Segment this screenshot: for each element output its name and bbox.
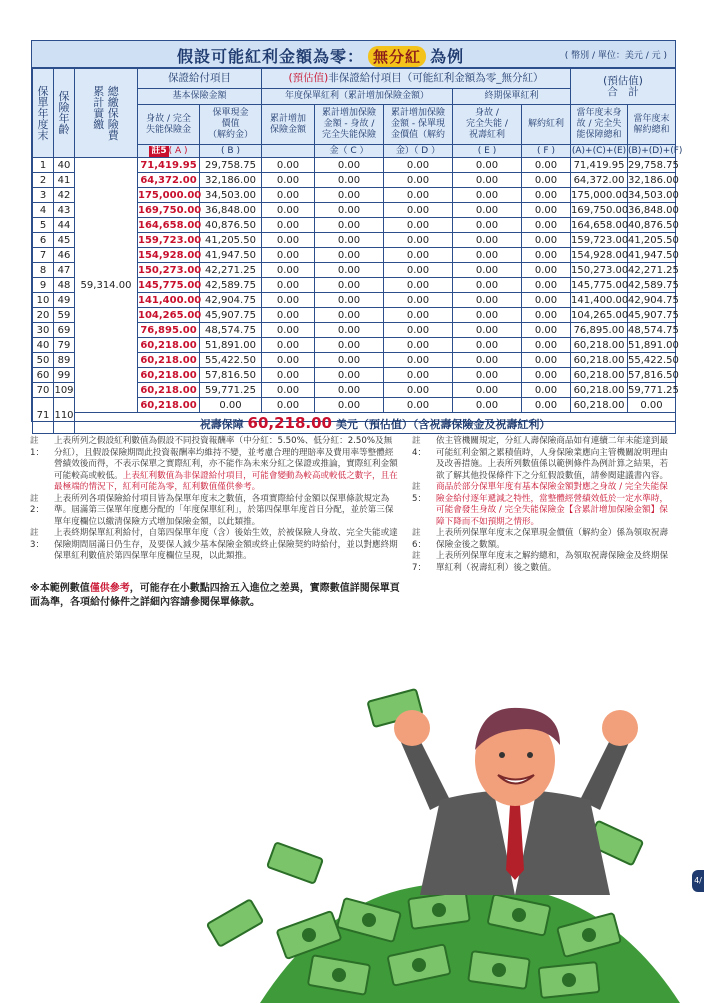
footnote-body	[54, 528, 398, 563]
row-d: 0.00	[384, 278, 453, 293]
row-inc: 0.00	[262, 218, 315, 233]
row-ace: 141,400.00	[571, 294, 629, 306]
row-d: 0.00	[384, 188, 453, 203]
header-non-guaranteed-est: (預估值)	[288, 72, 329, 84]
row-a: 60,218.00	[138, 398, 200, 413]
row-a: 145,775.00	[138, 279, 202, 291]
row-ace: 159,723.00	[571, 234, 629, 246]
row-a: 175,000.00	[138, 189, 202, 201]
row-inc: 0.00	[262, 248, 315, 263]
row-age: 69	[54, 323, 75, 338]
death-benefit-cell	[75, 413, 676, 434]
badge-char-2: 分	[389, 48, 406, 66]
footnote-label: 註 1：	[30, 436, 45, 458]
row-c: 0.00	[315, 263, 384, 278]
notes-left	[30, 436, 400, 563]
row-c: 0.00	[315, 218, 384, 233]
row-d: 0.00	[384, 398, 453, 413]
row-a: 60,218.00	[138, 368, 200, 383]
row-inc: 0.00	[262, 308, 315, 323]
footnote-body	[436, 482, 672, 528]
row-b: 0.00	[200, 398, 262, 413]
header-total-est: (預估值)	[603, 74, 643, 87]
row-f: 0.00	[522, 353, 571, 368]
row-age: 109	[54, 384, 74, 396]
row-d: 0.00	[384, 368, 453, 383]
row-inc: 0.00	[262, 353, 315, 368]
row-a: 60,218.00	[138, 383, 200, 398]
row-ace: 169,750.00	[571, 204, 629, 216]
header-total-label: 合 計	[607, 85, 639, 98]
row-bdf: 42,271.25	[628, 264, 679, 276]
footnote-body	[54, 436, 398, 494]
businessman-icon	[394, 708, 638, 895]
header-inc-amount: 累計增加 保險金額	[262, 105, 315, 145]
col-header-year: 保 單 年 度 末	[33, 69, 54, 158]
row-inc: 0.00	[262, 188, 315, 203]
header-a: 身故 / 完全 失能保險金	[138, 105, 200, 145]
row-b: 59,771.25	[200, 383, 262, 398]
row-e: 0.00	[453, 368, 522, 383]
row-inc: 0.00	[262, 278, 315, 293]
row-c: 0.00	[315, 158, 384, 173]
row-b: 32,186.00	[200, 173, 262, 188]
row-d: 0.00	[384, 353, 453, 368]
footnote	[30, 494, 400, 529]
footnote-label: 註 5：	[412, 482, 427, 504]
header-non-guaranteed	[262, 69, 571, 89]
row-f: 0.00	[522, 248, 571, 263]
row-bdf: 34,503.00	[628, 189, 679, 201]
row-f: 0.00	[522, 203, 571, 218]
footnote-label: 註 7：	[412, 551, 427, 573]
footnote-red-text: 商品於部分保單年度有基本保險金額對應之身故 / 完全失能保險金給付逐年遞減之特性，當整體經營績效低於一定水準時，可能會發生身故 / 完全失能保險金【含累計增加保險金額】保障下降而不如預期之情形。	[436, 482, 669, 527]
row-inc: 0.00	[262, 263, 315, 278]
row-inc: 0.00	[262, 158, 315, 173]
footnote	[412, 528, 674, 551]
page-title	[177, 44, 464, 67]
death-benefit-label: 祝壽保障	[199, 418, 244, 431]
row-c: 0.00	[315, 338, 384, 353]
row-year: 3	[33, 188, 54, 203]
row-inc: 0.00	[262, 293, 315, 308]
footnote-body	[436, 551, 672, 574]
row-d: 0.00	[384, 338, 453, 353]
row-f: 0.00	[522, 383, 571, 398]
row-inc: 0.00	[262, 398, 315, 413]
row-age: 49	[54, 293, 75, 308]
row-a: 60,218.00	[138, 338, 200, 353]
footnote-text: 上表所列保單年度末之解約總和，為領取祝壽保險金及終期保單紅利（祝壽紅利）後之數值。	[436, 551, 669, 573]
row-bdf: 57,816.50	[628, 369, 679, 381]
row-d: 0.00	[384, 218, 453, 233]
footnote	[30, 436, 400, 494]
death-benefit-value: 60,218.00	[247, 414, 332, 432]
footnote-label: 註 3：	[30, 528, 45, 550]
footnote-red-text: 上表紅利數值為非保證給付項目，可能會變動為較高或較低之數字，且在最極端的情況下，紅利可能為零，紅利數值僅供參考。	[54, 470, 398, 492]
row-b: 55,422.50	[200, 353, 262, 368]
row-age: 99	[54, 368, 75, 383]
row-age: 41	[54, 173, 75, 188]
row-e: 0.00	[453, 188, 522, 203]
row-bdf: 0.00	[628, 398, 676, 413]
header-d: 累計增加保險 金額 - 保單現 金價值（解約	[384, 105, 453, 145]
row-a: 76,895.00	[138, 323, 200, 338]
footnote-text: 上表終期保單紅利給付，自第四保單年度（含）後始生效，於被保險人身故、完全失能或達保險期間屆滿日仍生存，及要保人減少基本保險金額或終止保險契約時給付，並以對應終期保單紅利數值於第四保單年度欄位呈現，以此類推。	[54, 528, 398, 561]
header-terminal-dividend: 終期保單紅利	[453, 89, 571, 105]
row-c: 0.00	[315, 248, 384, 263]
row-a: 164,658.00	[138, 219, 202, 231]
col-header-age: 保 險 年 齡	[54, 69, 75, 158]
page-tab[interactable]: 4/	[692, 870, 704, 892]
header-bdf: 當年度末 解約總和	[628, 105, 676, 145]
premium-total: 59,314.00	[75, 158, 138, 413]
row-ace: 71,419.95	[571, 158, 628, 173]
header-guaranteed: 保證給付項目	[138, 69, 262, 89]
row-f: 0.00	[522, 263, 571, 278]
dividend-table	[32, 68, 683, 434]
money-pile-illustration	[200, 680, 704, 1003]
row-c: 0.00	[315, 203, 384, 218]
table-body	[33, 158, 679, 434]
row-a: 60,218.00	[138, 353, 200, 368]
row-age: 42	[54, 188, 75, 203]
row-year: 4	[33, 203, 54, 218]
row-year: 20	[33, 308, 54, 323]
row-d: 0.00	[384, 248, 453, 263]
row-year: 5	[33, 218, 54, 233]
header-f-tag: ( F )	[522, 145, 571, 158]
row-d: 0.00	[384, 383, 453, 398]
row-bdf: 59,771.25	[628, 384, 679, 396]
note5-badge: 註5	[151, 145, 167, 156]
footnote-label: 註 2：	[30, 493, 45, 515]
header-basic-amount: 基本保險金額	[138, 89, 262, 105]
row-ace: 76,895.00	[571, 323, 628, 338]
row-b: 42,271.25	[200, 263, 262, 278]
footnote-body	[436, 436, 672, 482]
row-ace: 64,372.00	[571, 173, 628, 188]
header-c-tag: 金（ C ）	[315, 145, 384, 158]
row-c: 0.00	[315, 353, 384, 368]
header-annual-dividend: 年度保單紅利（累計增加保險金額）	[262, 89, 453, 105]
footnote	[30, 528, 400, 563]
warning-pre: ※本範例數值	[30, 583, 90, 594]
row-year: 2	[33, 173, 54, 188]
row-d: 0.00	[384, 203, 453, 218]
row-f: 0.00	[522, 308, 571, 323]
row-bdf: 29,758.75	[628, 159, 679, 171]
row-d: 0.00	[384, 323, 453, 338]
row-age: 89	[54, 353, 75, 368]
row-d: 0.00	[384, 158, 453, 173]
row-ace: 104,265.00	[571, 309, 629, 321]
death-benefit-row	[33, 413, 676, 434]
row-b: 36,848.00	[200, 203, 262, 218]
row-bdf: 51,891.00	[628, 339, 679, 351]
footnote-body	[436, 528, 672, 551]
row-bdf: 36,848.00	[628, 204, 679, 216]
title-bar	[32, 41, 675, 68]
row-f: 0.00	[522, 173, 571, 188]
row-a: 104,265.00	[138, 309, 202, 321]
currency-unit: ( 幣別 / 單位：美元 / 元 )	[564, 51, 667, 61]
footnote-label: 註 4：	[412, 436, 427, 458]
row-b: 41,205.50	[200, 233, 262, 248]
row-b: 41,947.50	[200, 248, 262, 263]
row-ace: 60,218.00	[571, 383, 628, 398]
row-b: 42,904.75	[200, 293, 262, 308]
notes-right	[412, 436, 674, 574]
header-total	[571, 69, 676, 105]
header-c: 累計增加保險 金額 - 身故 / 完全失能保險	[315, 105, 384, 145]
row-d: 0.00	[384, 263, 453, 278]
footnote	[412, 551, 674, 574]
row-f: 0.00	[522, 218, 571, 233]
row-bdf: 42,589.75	[628, 279, 679, 291]
row-year: 30	[33, 323, 54, 338]
row-bdf: 41,947.50	[628, 249, 679, 261]
row-year: 6	[33, 233, 54, 248]
title-badge-no-dividend	[368, 46, 426, 67]
row-b: 57,816.50	[200, 368, 262, 383]
footnote	[412, 436, 674, 482]
row-e: 0.00	[453, 218, 522, 233]
row-ace: 60,218.00	[571, 398, 628, 413]
row-e: 0.00	[453, 173, 522, 188]
row-c: 0.00	[315, 278, 384, 293]
row-c: 0.00	[315, 308, 384, 323]
row-year: 8	[33, 263, 54, 278]
death-benefit-suffix: 美元（預估值）（含祝壽保險金及祝壽紅利）	[335, 418, 551, 431]
row-e: 0.00	[453, 293, 522, 308]
footnote-text: 上表所列之假設紅利數值為假設不同投資報酬率（中分紅：5.50%、低分紅：2.50%及無分紅），且假設保險期間此投資報酬率均維持不變，並考慮合理的理賠率及費用率等整體經營績效後而得，不表示保單之實際紅利，亦不能作為未來分紅之保證或推論，實際紅利金額可能較高或較低。	[54, 436, 398, 481]
row-inc: 0.00	[262, 233, 315, 248]
row-a: 64,372.00	[138, 173, 200, 188]
row-c: 0.00	[315, 323, 384, 338]
row-d: 0.00	[384, 173, 453, 188]
illustration-table-frame	[31, 40, 683, 432]
row-f: 0.00	[522, 293, 571, 308]
row-f: 0.00	[522, 158, 571, 173]
title-prefix: 假設可能紅利金額為零：	[177, 47, 365, 66]
row-c: 0.00	[315, 188, 384, 203]
row-year: 1	[33, 158, 54, 173]
row-e: 0.00	[453, 338, 522, 353]
row-d: 0.00	[384, 233, 453, 248]
row-c: 0.00	[315, 233, 384, 248]
row-e: 0.00	[453, 233, 522, 248]
row-year: 60	[33, 368, 54, 383]
warning-highlight: 僅供參考	[89, 583, 130, 594]
warning-text	[30, 582, 400, 610]
row-age: 46	[54, 248, 75, 263]
row-inc: 0.00	[262, 383, 315, 398]
header-inc-tag	[262, 145, 315, 158]
row-d: 0.00	[384, 293, 453, 308]
row-b: 51,891.00	[200, 338, 262, 353]
row-age: 48	[54, 278, 75, 293]
row-inc: 0.00	[262, 368, 315, 383]
footnote-label: 註 6：	[412, 528, 427, 550]
row-c: 0.00	[315, 398, 384, 413]
row-a: 141,400.00	[138, 294, 202, 306]
header-e: 身故 / 完全失能 / 祝壽紅利	[453, 105, 522, 145]
row-f: 0.00	[522, 338, 571, 353]
row-f: 0.00	[522, 188, 571, 203]
row-inc: 0.00	[262, 203, 315, 218]
row-year: 7	[33, 248, 54, 263]
row-ace: 175,000.00	[571, 189, 629, 201]
row-ace: 145,775.00	[571, 279, 629, 291]
row-a: 169,750.00	[138, 204, 202, 216]
row-ace: 60,218.00	[571, 368, 628, 383]
row-a: 154,928.00	[138, 249, 202, 261]
row-age: 45	[54, 233, 75, 248]
row-inc: 0.00	[262, 173, 315, 188]
row-bdf: 41,205.50	[628, 234, 679, 246]
row-b: 48,574.75	[200, 323, 262, 338]
row-f: 0.00	[522, 233, 571, 248]
row-bdf: 48,574.75	[628, 324, 679, 336]
row-e: 0.00	[453, 278, 522, 293]
row-age: 59	[54, 308, 75, 323]
row-year: 9	[33, 278, 54, 293]
row-c: 0.00	[315, 368, 384, 383]
badge-char-1: 無	[373, 48, 390, 66]
row-bdf: 40,876.50	[628, 219, 679, 231]
row-age: 47	[54, 263, 75, 278]
title-suffix: 為例	[430, 47, 465, 66]
row-e: 0.00	[453, 323, 522, 338]
row-age: 43	[54, 203, 75, 218]
row-c: 0.00	[315, 173, 384, 188]
row-e: 0.00	[453, 383, 522, 398]
warning-post: ，可能存在小數點四捨五入進位之差異，實際數值詳閱保單頁面為準，各項給付條件之詳細內容請參閱保單條款。	[30, 583, 400, 608]
header-d-tag: 金）（ D ）	[384, 145, 453, 158]
header-a-tag	[138, 145, 200, 158]
row-e: 0.00	[453, 158, 522, 173]
row-bdf: 42,904.75	[628, 294, 679, 306]
table-row	[33, 158, 676, 173]
header-non-guaranteed-text: 非保證給付項目（可能紅利金額為零_無分紅）	[328, 72, 544, 84]
footnote-text: 依主管機關規定，分紅人壽保險商品如有連續二年未能達到最可能紅利金額之累積值時，人身保險業應向主管機關說明理由及改善措施。上表所列數值係以範例條件為例計算之結果，若欲了解其他投保條件下之分紅假設數值，請參閱建議書內容。	[436, 436, 669, 481]
row-year: 40	[33, 338, 54, 353]
header-ace: 當年度末身 故 / 完全失 能保障總和	[571, 105, 628, 145]
row-e: 0.00	[453, 203, 522, 218]
row-year: 70	[33, 383, 54, 398]
row-age: 79	[54, 338, 75, 353]
footnote-text: 上表所列各項保險給付項目皆為保單年度末之數值，各項實際給付金額以保單條款規定為準。屆滿第三保單年度應分配的「年度保單紅利」，於第四保單年度首日分配，並於第三保單年度欄位以繳清保險方式增加保險金額，以此類推。	[54, 493, 394, 527]
row-e: 0.00	[453, 398, 522, 413]
row-c: 0.00	[315, 293, 384, 308]
row-ace: 60,218.00	[571, 353, 628, 368]
row-a: 159,723.00	[138, 234, 202, 246]
row-ace: 60,218.00	[571, 338, 628, 353]
a-tag: ( A )	[168, 145, 188, 156]
row-age: 44	[54, 218, 75, 233]
row-year: 50	[33, 353, 54, 368]
row-d: 0.00	[384, 308, 453, 323]
header-b: 保單現金 價值 （解約金）	[200, 105, 262, 145]
row-a: 71,419.95	[138, 158, 200, 173]
row-f: 0.00	[522, 323, 571, 338]
header-b-tag: ( B )	[200, 145, 262, 158]
row-e: 0.00	[453, 263, 522, 278]
row-e: 0.00	[453, 353, 522, 368]
footnote-body	[54, 494, 398, 529]
header-ace-tag: (A)+(C)+(E)	[571, 145, 627, 156]
row-b: 42,589.75	[200, 278, 262, 293]
row-inc: 0.00	[262, 338, 315, 353]
row-e: 0.00	[453, 308, 522, 323]
header-bdf-tag: (B)+(D)+(F)	[628, 145, 683, 156]
footnote-text: 上表所列保單年度末之保單現金價值（解約金）係為領取祝壽保險金後之數額。	[436, 528, 669, 550]
row-year: 71	[33, 398, 54, 434]
row-age: 110	[54, 398, 75, 434]
row-e: 0.00	[453, 248, 522, 263]
row-bdf: 45,907.75	[628, 309, 679, 321]
footnote	[412, 482, 674, 528]
header-f: 解約紅利	[522, 105, 571, 145]
row-bdf: 32,186.00	[628, 174, 679, 186]
row-ace: 154,928.00	[571, 249, 629, 261]
row-a: 150,273.00	[138, 264, 202, 276]
row-b: 29,758.75	[200, 158, 262, 173]
row-c: 0.00	[315, 383, 384, 398]
row-ace: 164,658.00	[571, 219, 629, 231]
badge-char-3: 紅	[405, 48, 422, 66]
row-b: 34,503.00	[200, 188, 262, 203]
row-year: 10	[33, 293, 54, 308]
row-b: 45,907.75	[200, 308, 262, 323]
row-f: 0.00	[522, 398, 571, 413]
row-f: 0.00	[522, 278, 571, 293]
row-f: 0.00	[522, 368, 571, 383]
header-e-tag: ( E )	[453, 145, 522, 158]
row-inc: 0.00	[262, 323, 315, 338]
row-b: 40,876.50	[200, 218, 262, 233]
row-ace: 150,273.00	[571, 264, 629, 276]
row-bdf: 55,422.50	[628, 354, 679, 366]
row-age: 40	[54, 158, 75, 173]
col-header-premium: 累 總 計 繳 實 保 繳 險 費	[75, 69, 138, 158]
